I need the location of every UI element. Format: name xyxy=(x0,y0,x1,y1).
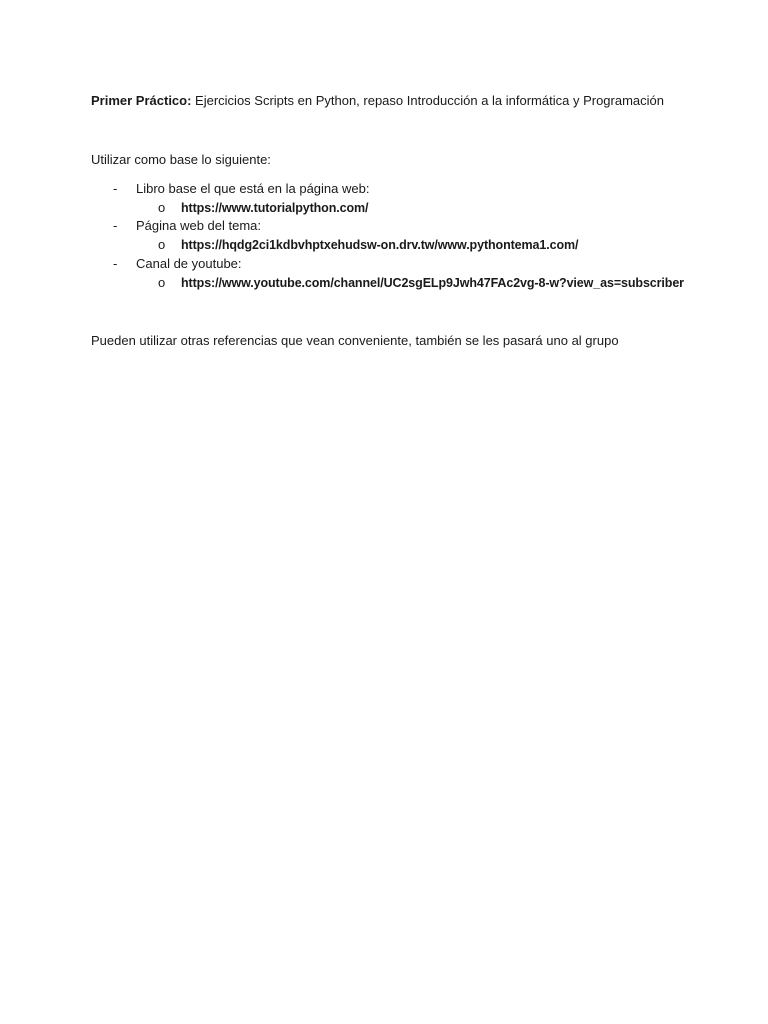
title-label: Primer Práctico: xyxy=(91,93,192,108)
link-pythontema1[interactable]: https://hqdg2ci1kdbvhptxehudsw-on.drv.tw/www.pythontema1.com/ xyxy=(181,238,579,252)
sub-bullet-circle: o xyxy=(158,237,166,252)
list-item-label: Página web del tema: xyxy=(136,218,262,233)
link-youtube-channel[interactable]: https://www.youtube.com/channel/UC2sgELp9Jwh47FAc2vg-8-w?view_as=subscriber xyxy=(181,276,684,290)
intro-text: Utilizar como base lo siguiente: xyxy=(91,152,271,167)
page-title xyxy=(91,93,664,109)
link-tutorialpython[interactable]: https://www.tutorialpython.com/ xyxy=(181,201,369,215)
sub-bullet-circle: o xyxy=(158,200,166,215)
bullet-dash: - xyxy=(113,256,118,271)
bullet-dash: - xyxy=(113,181,118,196)
bullet-dash: - xyxy=(113,218,118,233)
closing-text: Pueden utilizar otras referencias que vean conveniente, también se les pasará uno al grupo xyxy=(91,333,619,348)
title-text: Ejercicios Scripts en Python, repaso Introducción a la informática y Programación xyxy=(191,93,664,108)
sub-bullet-circle: o xyxy=(158,275,166,290)
list-item-label: Libro base el que está en la página web: xyxy=(136,181,370,196)
list-item-label: Canal de youtube: xyxy=(136,256,242,271)
